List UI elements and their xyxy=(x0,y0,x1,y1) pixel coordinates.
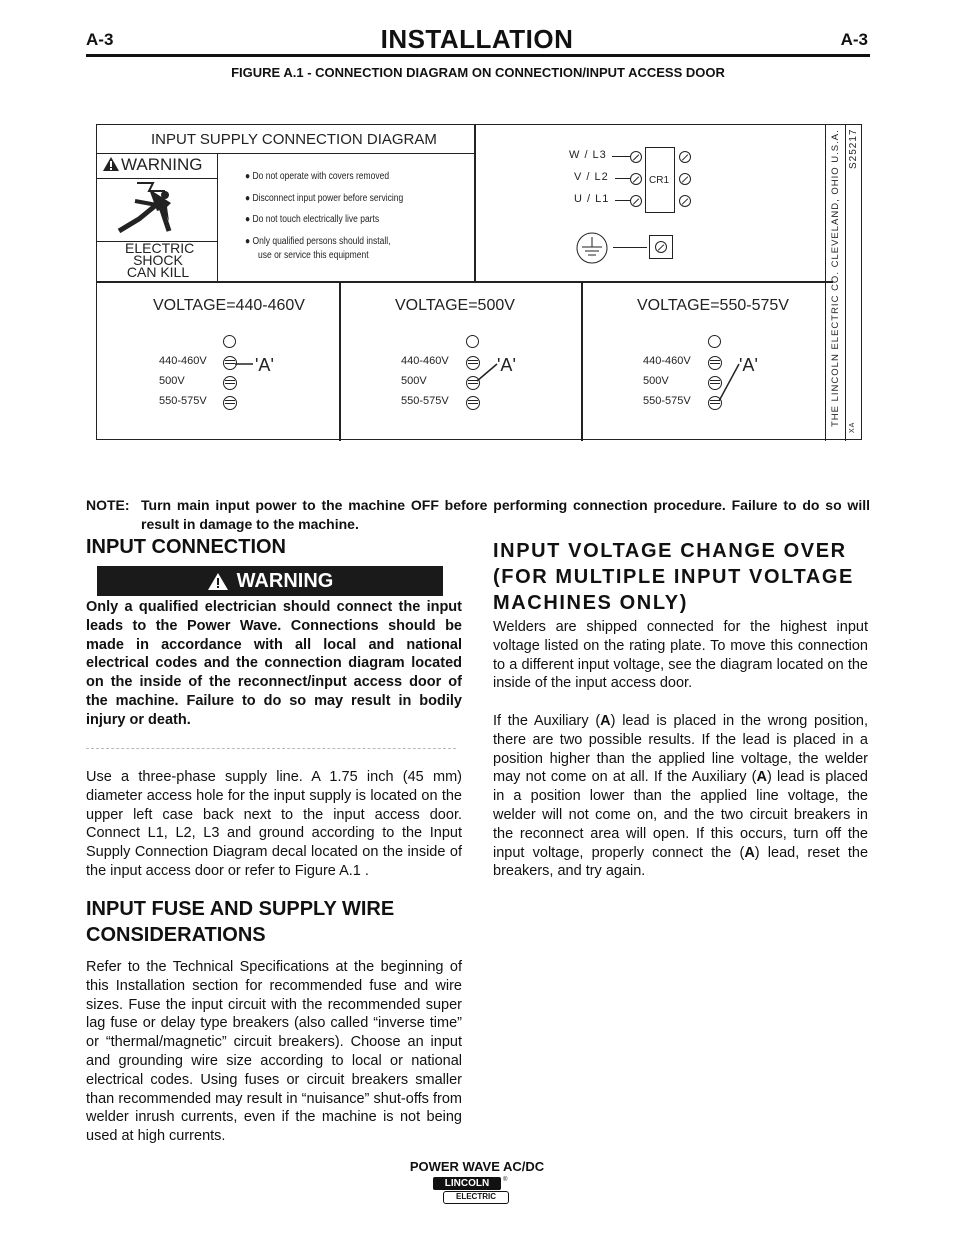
panel-3-aux-post xyxy=(708,335,721,348)
screw-l3-out xyxy=(679,151,691,163)
voltage-change-heading xyxy=(493,538,873,616)
screw-l3-in xyxy=(630,151,642,163)
note-text: Turn main input power to the machine OFF before performing connection procedure. Failure to do so will result in damage to the machine. xyxy=(141,497,870,532)
panel-2-tap-3: 550-575V xyxy=(401,395,449,407)
panel-1-screw-3 xyxy=(223,396,237,410)
drawing-number: S25217 xyxy=(848,129,859,170)
footer-product-name: POWER WAVE AC/DC xyxy=(409,1159,545,1174)
screw-l1-out xyxy=(679,195,691,207)
panel-2-aux-label: 'A' xyxy=(497,355,516,375)
shock-label-line-2: SHOCK xyxy=(133,252,183,268)
diagram-divider-v xyxy=(474,125,476,281)
body-2-part-b: ) lead is placed in the wrong position, there are two possible results. If the lead is placed in a position higher than the applied line voltage, the welder may not come on at all. If the Auxiliary ( xyxy=(493,713,868,786)
screw-l1-in xyxy=(630,195,642,207)
bullet-4-text: Only qualified persons should install, xyxy=(252,236,391,247)
panel-1-aux-post xyxy=(223,335,236,348)
warning-label-rule xyxy=(97,178,217,179)
bullet-2-text: Disconnect input power before servicing xyxy=(252,193,404,204)
note-row xyxy=(86,496,870,534)
lead-l1 xyxy=(615,200,630,201)
ground-lead xyxy=(613,247,647,248)
panel-divider-1 xyxy=(339,281,341,441)
manufacturer-side-text: THE LINCOLN ELECTRIC CO. CLEVELAND, OHIO U.S.A. xyxy=(830,129,841,427)
warning-icon xyxy=(207,572,229,591)
diagram-title: INPUT SUPPLY CONNECTION DIAGRAM xyxy=(151,131,437,148)
bullet-4: ● Only qualified persons should install, xyxy=(245,236,391,247)
voltage-heading-line-3: MACHINES ONLY) xyxy=(493,592,689,614)
aux-bold-3: A xyxy=(744,844,755,861)
page-number-right: A-3 xyxy=(840,30,868,49)
bullet-3: ● Do not touch electrically live parts xyxy=(245,214,380,225)
shock-label-line-1: ELECTRIC xyxy=(125,240,195,256)
warning-triangle-icon xyxy=(102,156,120,172)
fuse-heading-line-1: INPUT FUSE AND SUPPLY WIRE xyxy=(86,898,395,920)
screw-l2-in xyxy=(630,173,642,185)
voltage-change-body-2 xyxy=(493,712,868,881)
aux-bold-1: A xyxy=(600,713,611,729)
fuse-section-heading xyxy=(86,896,466,948)
bullet-4-cont: use or service this equipment xyxy=(258,250,369,261)
panel-1-aux-lead xyxy=(233,361,255,381)
body-2-part-d: ) lead, reset the breakers, and try again. xyxy=(493,844,869,880)
voltage-heading-line-2: (FOR MULTIPLE INPUT VOLTAGE xyxy=(493,566,854,588)
panel-divider-2 xyxy=(581,281,583,441)
panel-2-tap-1: 440-460V xyxy=(401,355,449,367)
lead-l3 xyxy=(612,156,630,157)
terminal-v-l2: V / L2 xyxy=(574,171,609,183)
panel-1-tap-3: 550-575V xyxy=(159,395,207,407)
revision-code: XA xyxy=(849,421,856,433)
panel-2-voltage: VOLTAGE=500V xyxy=(395,297,515,314)
note xyxy=(86,496,870,534)
logo-bottom: ELECTRIC xyxy=(443,1191,509,1204)
shock-label-line-3: CAN KILL xyxy=(126,264,190,280)
logo-registered-mark: ® xyxy=(503,1177,508,1183)
lincoln-electric-logo xyxy=(433,1177,509,1205)
panel-2-aux-lead xyxy=(475,361,499,385)
lead-l2 xyxy=(615,178,630,179)
bullet-2: ● Disconnect input power before servicing xyxy=(245,193,404,204)
page-number-left: A-3 xyxy=(86,30,114,49)
logo-top: LINCOLN xyxy=(433,1177,501,1190)
header-rule xyxy=(86,54,870,57)
panel-2-aux-post xyxy=(466,335,479,348)
bullet-1-text: Do not operate with covers removed xyxy=(252,171,390,182)
ground-screw xyxy=(655,241,667,253)
warning-text: Only a qualified electrician should connect the input leads to the Power Wave. Connections should be made in accordance with all local and national electrical codes and the connection diagram located on the inside of the reconnect/input access door of the machine. Failure to do so may result in bodily injury or death. xyxy=(86,599,462,728)
side-strip-line-1 xyxy=(825,125,826,441)
figure-caption: FIGURE A.1 - CONNECTION DIAGRAM ON CONNECTION/INPUT ACCESS DOOR xyxy=(231,65,725,80)
section-divider xyxy=(86,748,456,749)
panel-3-voltage: VOLTAGE=550-575V xyxy=(637,297,789,314)
voltage-heading-line-1: INPUT VOLTAGE CHANGE OVER xyxy=(493,540,847,562)
bullet-3-text: Do not touch electrically live parts xyxy=(252,214,380,225)
panel-2-tap-2: 500V xyxy=(401,375,427,387)
terminal-w-l3: W / L3 xyxy=(569,149,607,161)
electric-shock-icon xyxy=(109,181,195,241)
panel-3-tap-2: 500V xyxy=(643,375,669,387)
input-connection-heading: INPUT CONNECTION xyxy=(86,536,286,558)
panel-3-aux-lead xyxy=(717,361,741,403)
panel-2-screw-3 xyxy=(466,396,480,410)
shock-label xyxy=(125,240,195,280)
fuse-heading-line-2: CONSIDERATIONS xyxy=(86,924,266,946)
panel-1-voltage: VOLTAGE=440-460V xyxy=(153,297,305,314)
aux-bold-2: A xyxy=(756,769,767,786)
ground-terminal-box xyxy=(649,235,673,259)
terminal-u-l1: U / L1 xyxy=(574,193,610,205)
fuse-section-body: Refer to the Technical Specifications at the beginning of this Installation section for recommended fuse and wire sizes. Fuse the input circuit with the recommended super lag fuse or delay type breakers (also called “inverse time” or “thermal/magnetic” circuit breakers). Choose an input and grounding wire size according to local or national electrical codes. Using fuses or circuit breakers smaller than recommended may result in “nuisance” shut-offs from welder inrush currents, even if the machine is not being used at high currents. xyxy=(86,959,462,1145)
panel-1-tap-1: 440-460V xyxy=(159,355,207,367)
diagram-divider-h xyxy=(97,281,833,283)
input-connection-body: Use a three-phase supply line. A 1.75 inch (45 mm) diameter access hole for the input supply is located on the upper left case back next to the input access door. Connect L1, L2, L3 and ground according to the Input Supply Connection Diagram decal located on the inside of the input access door or refer to Figure A.1 . xyxy=(86,769,462,879)
side-strip-line-2 xyxy=(845,125,846,441)
connection-diagram xyxy=(96,124,862,440)
panel-1-tap-2: 500V xyxy=(159,375,185,387)
warning-banner-label: WARNING xyxy=(236,569,334,592)
page-title: INSTALLATION xyxy=(380,24,574,54)
warning-divider xyxy=(217,153,218,281)
voltage-change-body-1: Welders are shipped connected for the highest input voltage listed on the rating plate. To move this connection to a different input voltage, see the diagram located on the inside of the input access door. xyxy=(493,619,868,692)
panel-1-aux-label: 'A' xyxy=(255,355,274,375)
bullet-1: ● Do not operate with covers removed xyxy=(245,171,390,182)
note-label: NOTE: xyxy=(86,497,130,513)
warning-banner xyxy=(97,566,443,596)
ground-icon xyxy=(575,231,609,265)
body-2-part-a: If the Auxiliary ( xyxy=(493,713,601,729)
relay-cr1-label: CR1 xyxy=(649,175,670,186)
title-rule xyxy=(97,153,474,154)
body-2-part-c: ) lead is placed in a position lower than the applied line voltage, the welder will not come on, and the two circuit breakers in the reconnect area will open. If this occurs, turn off the input voltage, properly connect the ( xyxy=(493,769,868,861)
screw-l2-out xyxy=(679,173,691,185)
panel-3-tap-1: 440-460V xyxy=(643,355,691,367)
diagram-warning-label: WARNING xyxy=(121,155,203,174)
panel-3-aux-label: 'A' xyxy=(739,355,758,375)
panel-3-tap-3: 550-575V xyxy=(643,395,691,407)
